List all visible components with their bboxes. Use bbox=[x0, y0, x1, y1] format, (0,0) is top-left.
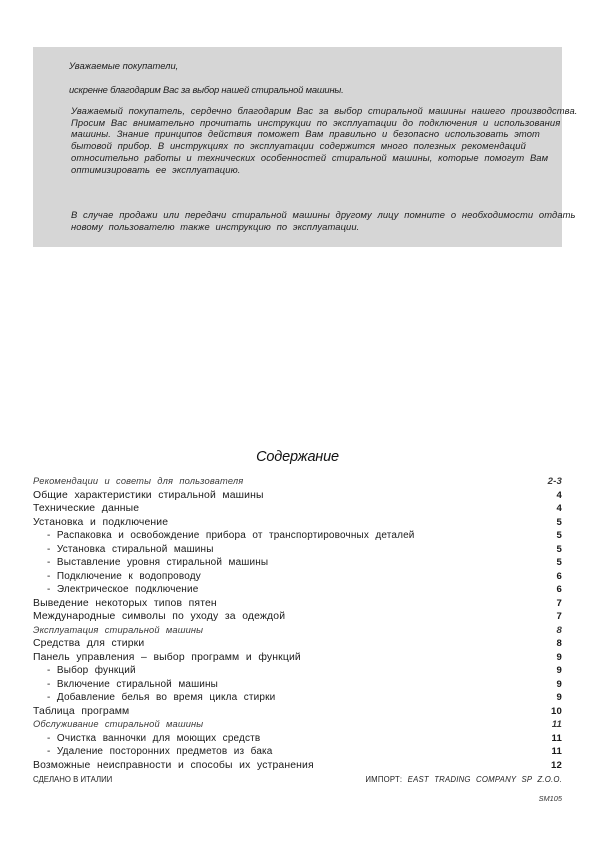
toc-item bbox=[33, 678, 562, 692]
toc-item-label: - Установка стиральной машины bbox=[47, 543, 214, 555]
toc-item bbox=[33, 705, 562, 719]
toc-item bbox=[33, 664, 562, 678]
toc-item-label: - Выставление уровня стиральной машины bbox=[47, 557, 269, 568]
made-in-label: СДЕЛАНО В ИТАЛИИ bbox=[33, 775, 113, 784]
toc-item-page: 4 bbox=[556, 503, 562, 514]
toc-item-label: Эксплуатация стиральной машины bbox=[33, 624, 204, 635]
toc-item-label: Средства для стирки bbox=[33, 638, 145, 649]
toc-item-page: 7 bbox=[556, 611, 562, 622]
toc-item-label: - Подключение к водопроводу bbox=[47, 570, 201, 582]
document-code: SM105 bbox=[538, 794, 562, 803]
toc-item-page: 9 bbox=[556, 678, 562, 690]
toc-item-label: Общие характеристики стиральной машины bbox=[33, 489, 264, 501]
toc-item-page: 4 bbox=[556, 489, 562, 501]
toc-item-page: 11 bbox=[551, 746, 562, 757]
toc-item-label: Технические данные bbox=[33, 503, 140, 514]
toc-item-label: - Электрическое подключение bbox=[47, 584, 199, 595]
toc-item-label: Международные символы по уходу за одеждой bbox=[33, 611, 286, 622]
toc-item bbox=[33, 570, 562, 584]
toc-item bbox=[33, 732, 562, 746]
toc-item bbox=[33, 745, 562, 759]
toc-item bbox=[33, 502, 562, 516]
toc-item bbox=[33, 759, 562, 773]
toc-item-page: 5 bbox=[556, 530, 562, 541]
intro-sale-text: В случае продажи или передачи стиральной машины другому лицу помните о необходимости отдать новому пользователю также инструкцию по эксплуатации. bbox=[71, 209, 576, 232]
toc-item-label: - Распаковка и освобождение прибора от транспортировочных деталей bbox=[47, 530, 415, 541]
intro-box bbox=[33, 47, 578, 247]
toc-item bbox=[33, 637, 562, 651]
toc-item bbox=[33, 691, 562, 705]
toc-item-label: - Включение стиральной машины bbox=[47, 678, 218, 690]
toc-item bbox=[33, 583, 562, 597]
toc-item-label: - Выбор функций bbox=[47, 665, 136, 676]
toc-item-page: 5 bbox=[556, 557, 562, 568]
toc-item-page: 8 bbox=[556, 624, 562, 636]
toc-item-page: 7 bbox=[556, 597, 562, 609]
toc-item-label: Таблица программ bbox=[33, 705, 130, 717]
toc-item bbox=[33, 489, 562, 503]
toc-item bbox=[33, 597, 562, 611]
toc-item-label: - Добавление белья во время цикла стирки bbox=[47, 692, 276, 703]
intro-thanks: искренне благодарим Вас за выбор нашей стиральной машины. bbox=[69, 84, 344, 95]
toc-item bbox=[33, 556, 562, 570]
toc-title: Содержание bbox=[256, 449, 339, 465]
toc-item-page: 8 bbox=[556, 638, 562, 649]
intro-main-text: Уважаемый покупатель, сердечно благодарим Вас за выбор стиральной машины нашего производства. Просим Вас внимательно прочитать инструкции по эксплуатации до подключения и использования машины. Знание принципов действия поможет Вам правильно и безопасно использовать этот бытовой прибор. В инструкциях по эксплуатации содержится много полезных рекомендаций относительно работы и технических особенностей стиральной машины, которые помогут Вам оптимизировать ее эксплуатацию. bbox=[71, 105, 578, 175]
toc-item-page: 5 bbox=[556, 543, 562, 555]
intro-greeting: Уважаемые покупатели, bbox=[69, 60, 179, 71]
toc-item-page: 12 bbox=[551, 759, 562, 771]
toc-item-page: 9 bbox=[556, 692, 562, 703]
toc-item-page: 10 bbox=[551, 705, 562, 717]
toc-item bbox=[33, 529, 562, 543]
toc-item bbox=[33, 543, 562, 557]
toc-item-page: 6 bbox=[556, 570, 562, 582]
importer-name: EAST TRADING COMPANY SP Z.O.O. bbox=[407, 775, 562, 784]
toc-item-page: 11 bbox=[551, 732, 562, 744]
toc-item bbox=[33, 624, 562, 638]
toc-item-page: 5 bbox=[556, 516, 562, 528]
toc-item-page: 2-3 bbox=[547, 476, 562, 487]
importer-line bbox=[365, 775, 562, 784]
toc-item-page: 9 bbox=[556, 665, 562, 676]
toc-item-page: 9 bbox=[556, 651, 562, 663]
import-label: ИМПОРТ: bbox=[365, 775, 403, 784]
toc-item bbox=[33, 651, 562, 665]
toc-item-label: Панель управления – выбор программ и функций bbox=[33, 651, 301, 663]
toc-item bbox=[33, 516, 562, 530]
toc-item-label: Возможные неисправности и способы их устранения bbox=[33, 759, 314, 771]
toc-item bbox=[33, 718, 562, 732]
toc-item-label: Рекомендации и советы для пользователя bbox=[33, 476, 244, 486]
toc-item bbox=[33, 475, 562, 489]
toc-item-page: 11 bbox=[551, 719, 562, 730]
toc-item-label: Обслуживание стиральной машины bbox=[33, 719, 204, 729]
toc-item-label: - Очистка ванночки для моющих средств bbox=[47, 732, 261, 744]
toc-item-page: 6 bbox=[556, 584, 562, 595]
toc-item-label: - Удаление посторонних предметов из бака bbox=[47, 746, 273, 757]
toc-item-label: Установка и подключение bbox=[33, 516, 169, 528]
toc-item-label: Выведение некоторых типов пятен bbox=[33, 597, 217, 609]
toc-list bbox=[33, 475, 562, 772]
toc-item bbox=[33, 610, 562, 624]
